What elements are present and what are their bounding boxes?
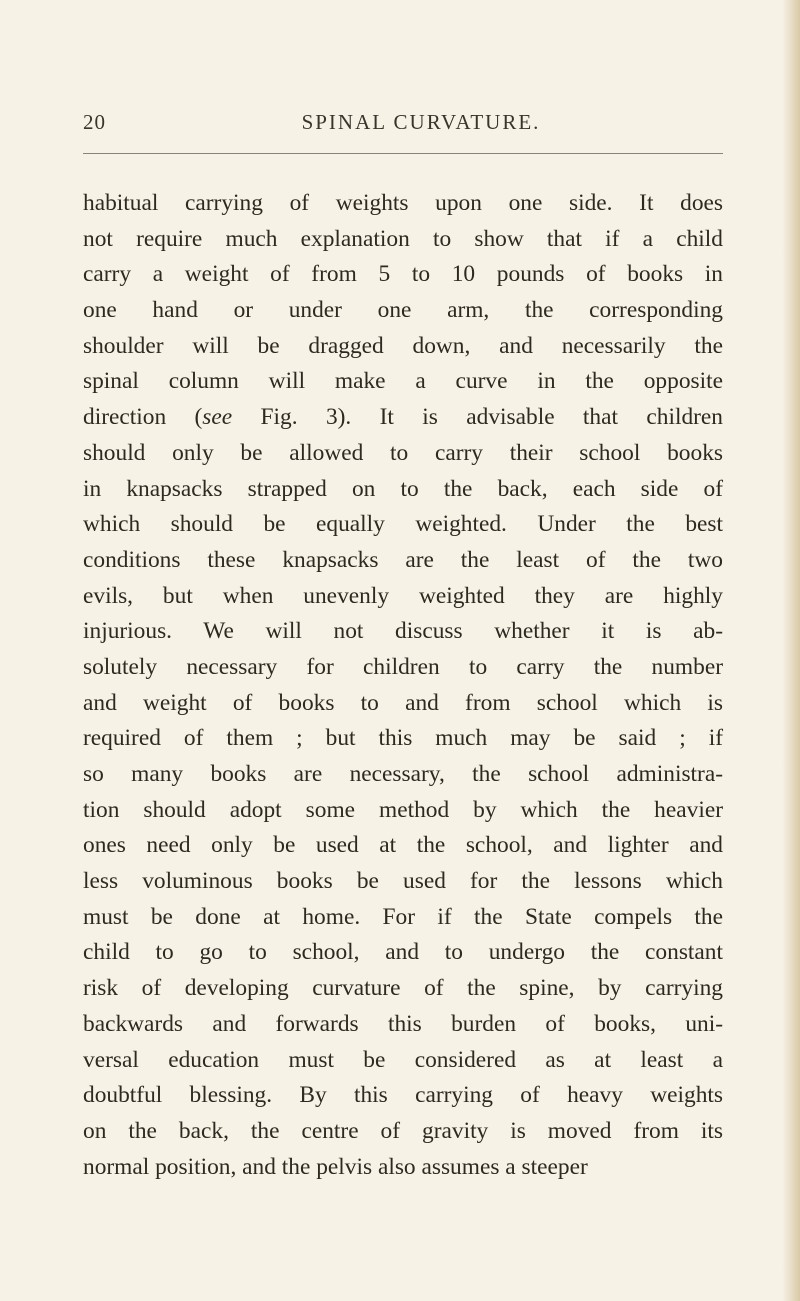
text-line: so many books are necessary, the school administra- <box>83 761 723 787</box>
line-segment: direction ( <box>83 404 203 431</box>
text-line: less voluminous books be used for the lessons which <box>83 868 723 895</box>
text-line: evils, but when unevenly weighted they are highly <box>83 582 723 609</box>
text-line: and weight of books to and from school which is <box>83 689 723 716</box>
text-line: conditions these knapsacks are the least of the two <box>83 546 723 573</box>
text-line: spinal column will make a curve in the opposite <box>83 368 723 395</box>
text-line: not require much explanation to show that if a child <box>83 225 723 252</box>
page-header <box>83 110 723 140</box>
body-paragraph <box>83 186 723 1185</box>
text-line: should only be allowed to carry their school books <box>83 439 723 466</box>
text-line: one hand or under one arm, the corresponding <box>83 297 723 324</box>
header-rule <box>83 153 723 154</box>
text-line: required of them ; but this much may be said ; if <box>83 725 723 752</box>
text-line: carry a weight of from 5 to 10 pounds of books in <box>83 261 723 288</box>
text-line-last: normal position, and the pelvis also assumes a steeper <box>83 1153 588 1180</box>
text-line: ones need only be used at the school, and lighter and <box>83 832 723 859</box>
text-line: which should be equally weighted. Under the best <box>83 511 723 538</box>
text-line: solutely necessary for children to carry the number <box>83 653 723 680</box>
text-line: injurious. We will not discuss whether it is ab- <box>83 618 723 645</box>
text-line-with-italic <box>83 400 723 436</box>
text-line: must be done at home. For if the State compels the <box>83 903 723 930</box>
text-line: in knapsacks strapped on to the back, each side of <box>83 475 723 502</box>
text-line: on the back, the centre of gravity is moved from its <box>83 1117 723 1144</box>
text-line: tion should adopt some method by which the heavier <box>83 796 723 823</box>
text-line: child to go to school, and to undergo the constant <box>83 939 723 966</box>
text-line: backwards and forwards this burden of books, uni- <box>83 1010 723 1037</box>
text-line: doubtful blessing. By this carrying of heavy weights <box>83 1082 723 1109</box>
italic-see: see <box>202 404 233 431</box>
text-line: shoulder will be dragged down, and necessarily the <box>83 332 723 359</box>
line-segment: Fig. 3). It is advisable that children <box>232 404 724 431</box>
text-line: versal education must be considered as at least a <box>83 1046 723 1073</box>
text-line: habitual carrying of weights upon one side. It does <box>83 190 723 216</box>
page-number: 20 <box>83 110 106 134</box>
running-title: SPINAL CURVATURE. <box>301 110 541 134</box>
text-line: risk of developing curvature of the spine, by carrying <box>83 975 723 1002</box>
page-edge-shadow <box>782 0 800 1301</box>
